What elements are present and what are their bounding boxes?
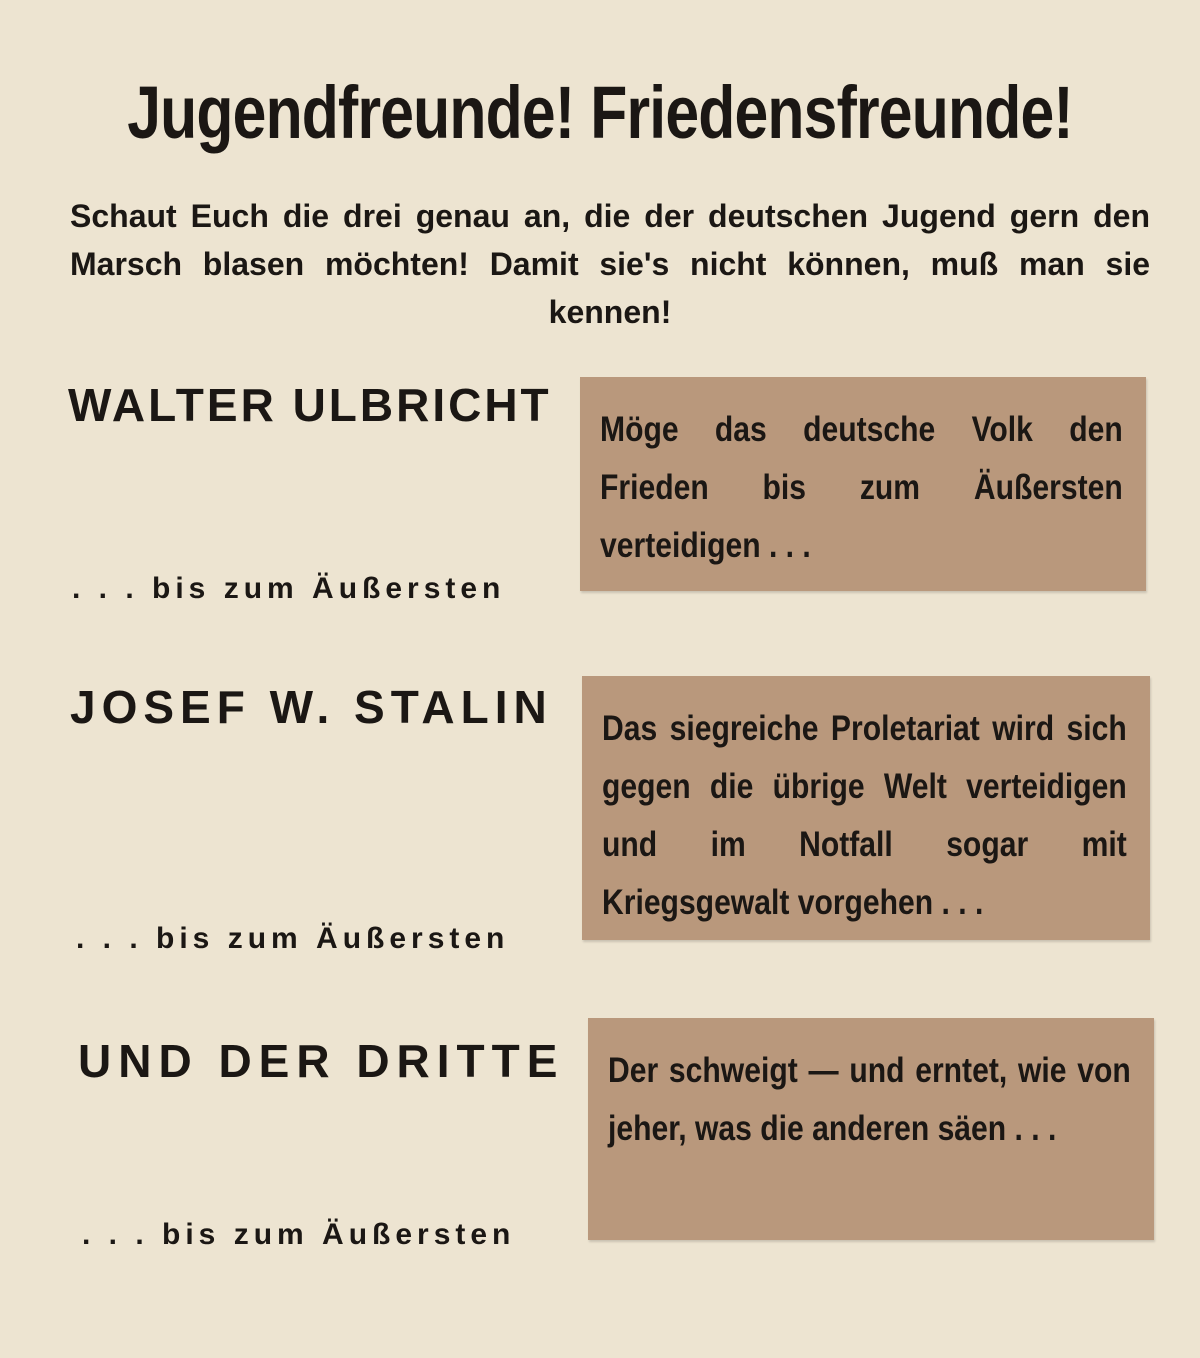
quote-text-ulbricht: Möge das deutsche Volk den Frieden bis zum Äußersten verteidigen . . . xyxy=(600,410,1123,565)
intro-paragraph: Schaut Euch die drei genau an, die der deutschen Jugend gern den Marsch blasen möchten! Damit sie's nicht können, muß man sie kennen! xyxy=(70,198,1150,330)
quote-box-stalin xyxy=(582,676,1150,940)
entry-name-ulbricht: WALTER ULBRICHT xyxy=(68,379,552,431)
page-title: Jugendfreunde! Friedensfreunde! xyxy=(127,71,1073,154)
entry-subline-stalin: . . . bis zum Äußersten xyxy=(76,922,510,955)
entry-name-third: UND DER DRITTE xyxy=(78,1035,565,1087)
quote-text-third: Der schweigt — und erntet, wie von jeher, was die anderen säen . . . xyxy=(608,1051,1131,1148)
entry-subline-ulbricht: . . . bis zum Äußersten xyxy=(72,572,506,605)
quote-box-ulbricht xyxy=(580,377,1146,591)
entry-name-stalin: JOSEF W. STALIN xyxy=(70,681,553,733)
entry-subline-third: . . . bis zum Äußersten xyxy=(82,1218,516,1251)
quote-text-stalin: Das siegreiche Proletariat wird sich gegen die übrige Welt verteidigen und im Notfall sogar mit Kriegsgewalt vorgehen . . . xyxy=(602,709,1127,922)
quote-box-third xyxy=(588,1018,1154,1240)
